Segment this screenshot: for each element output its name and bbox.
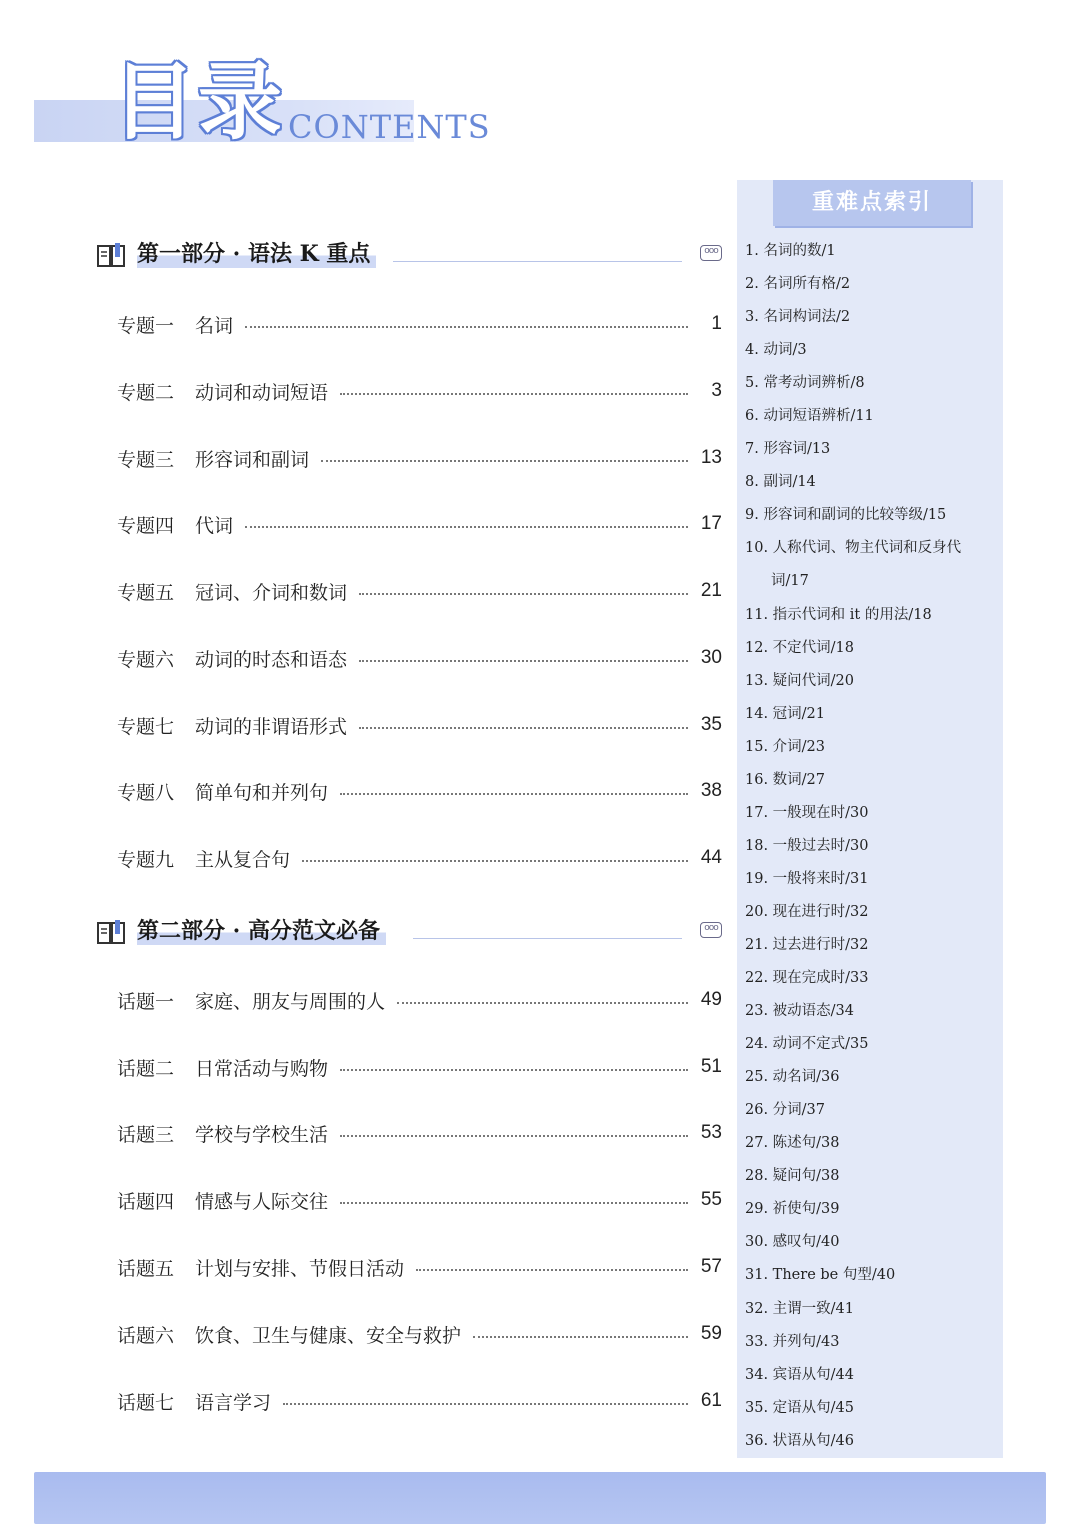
index-item[interactable]: 15. 介词/23 bbox=[745, 738, 826, 755]
part-title: 第一部分 · 语法 K 重点 bbox=[137, 237, 376, 268]
toc-item-number: 话题三 bbox=[117, 1123, 175, 1146]
book-icon bbox=[97, 920, 127, 946]
toc-item-number: 话题一 bbox=[117, 990, 175, 1013]
index-title: 重难点索引 bbox=[773, 180, 971, 226]
index-item[interactable]: 4. 动词/3 bbox=[745, 342, 807, 359]
index-item[interactable]: 8. 副词/14 bbox=[745, 474, 816, 491]
toc-item[interactable] bbox=[117, 776, 722, 806]
toc-item-title: 日常活动与购物 bbox=[195, 1057, 329, 1080]
index-item[interactable]: 23. 被动语态/34 bbox=[745, 1003, 855, 1020]
index-item[interactable]: 34. 宾语从句/44 bbox=[745, 1366, 855, 1383]
toc-item-number: 话题七 bbox=[117, 1391, 175, 1414]
leader-dots bbox=[340, 793, 688, 795]
toc-item[interactable] bbox=[117, 1118, 722, 1148]
toc-item-title: 学校与学校生活 bbox=[195, 1123, 329, 1146]
toc-item[interactable] bbox=[117, 643, 722, 673]
toc-item-title: 冠词、介词和数词 bbox=[195, 581, 348, 604]
toc-item-title: 动词的时态和语态 bbox=[195, 648, 348, 671]
index-item[interactable]: 22. 现在完成时/33 bbox=[745, 970, 869, 987]
index-item[interactable]: 9. 形容词和副词的比较等级/15 bbox=[745, 507, 947, 524]
toc-item-page: 38 bbox=[700, 780, 722, 801]
leader-dots bbox=[321, 460, 688, 462]
toc-item-title: 动词和动词短语 bbox=[195, 381, 329, 404]
toc-item-title: 简单句和并列句 bbox=[195, 781, 329, 804]
index-item-continuation[interactable]: 词/17 bbox=[771, 573, 809, 590]
toc-item-title: 饮食、卫生与健康、安全与救护 bbox=[195, 1324, 462, 1347]
index-item[interactable]: 24. 动词不定式/35 bbox=[745, 1036, 869, 1053]
toc-item-title: 名词 bbox=[195, 314, 234, 337]
toc-item[interactable] bbox=[117, 1052, 722, 1082]
leader-dots bbox=[340, 1069, 688, 1071]
toc-item-title: 情感与人际交往 bbox=[195, 1190, 329, 1213]
index-item[interactable]: 7. 形容词/13 bbox=[745, 441, 831, 458]
part-heading-2 bbox=[97, 914, 722, 954]
toc-item-number: 专题三 bbox=[117, 448, 175, 471]
index-item[interactable]: 14. 冠词/21 bbox=[745, 705, 826, 722]
leader-dots bbox=[473, 1336, 688, 1338]
book-icon bbox=[97, 243, 127, 269]
index-item[interactable]: 25. 动名词/36 bbox=[745, 1069, 840, 1086]
leader-dots bbox=[359, 660, 688, 662]
index-item[interactable]: 10. 人称代词、物主代词和反身代 bbox=[745, 540, 962, 557]
toc-item-number: 专题八 bbox=[117, 781, 175, 804]
toc-item[interactable] bbox=[117, 443, 722, 473]
index-item[interactable]: 33. 并列句/43 bbox=[745, 1333, 840, 1350]
toc-item-title: 动词的非谓语形式 bbox=[195, 715, 348, 738]
toc-item-page: 13 bbox=[700, 447, 722, 468]
leader-dots bbox=[340, 393, 688, 395]
leader-dots bbox=[245, 526, 688, 528]
leader-dots bbox=[340, 1202, 688, 1204]
toc-item-title: 家庭、朋友与周围的人 bbox=[195, 990, 386, 1013]
toc-item-page: 44 bbox=[700, 847, 722, 868]
index-item[interactable]: 26. 分词/37 bbox=[745, 1102, 826, 1119]
toc-item-page: 51 bbox=[700, 1056, 722, 1077]
page-title: 目录 bbox=[112, 52, 285, 151]
leader-dots bbox=[283, 1403, 688, 1405]
toc-item-title: 计划与安排、节假日活动 bbox=[195, 1257, 405, 1280]
toc-item[interactable] bbox=[117, 985, 722, 1015]
index-item[interactable]: 1. 名词的数/1 bbox=[745, 243, 836, 259]
divider bbox=[393, 261, 682, 262]
toc-item-page: 30 bbox=[700, 647, 722, 668]
toc-item-title: 语言学习 bbox=[195, 1391, 272, 1414]
page-subtitle: CONTENTS bbox=[288, 108, 491, 146]
toc-item-number: 专题二 bbox=[117, 381, 175, 404]
index-item[interactable]: 36. 状语从句/46 bbox=[745, 1432, 855, 1449]
menu-icon: ooo bbox=[700, 245, 722, 261]
toc-item[interactable] bbox=[117, 843, 722, 873]
toc-item[interactable] bbox=[117, 1386, 722, 1416]
index-item[interactable]: 21. 过去进行时/32 bbox=[745, 936, 869, 953]
toc-item[interactable] bbox=[117, 309, 722, 339]
index-item[interactable]: 2. 名词所有格/2 bbox=[745, 276, 851, 293]
toc-item-page: 61 bbox=[700, 1390, 722, 1411]
index-item[interactable]: 20. 现在进行时/32 bbox=[745, 903, 869, 920]
toc-item-title: 主从复合句 bbox=[195, 848, 291, 871]
toc-item[interactable] bbox=[117, 1252, 722, 1282]
index-item[interactable]: 3. 名词构词法/2 bbox=[745, 309, 851, 326]
leader-dots bbox=[416, 1269, 688, 1271]
toc-item-number: 话题二 bbox=[117, 1057, 175, 1080]
leader-dots bbox=[302, 860, 688, 862]
toc-item-page: 53 bbox=[700, 1122, 722, 1143]
toc-item[interactable] bbox=[117, 710, 722, 740]
toc-item-title: 代词 bbox=[195, 514, 234, 537]
index-item[interactable]: 35. 定语从句/45 bbox=[745, 1399, 855, 1416]
toc-item-number: 专题六 bbox=[117, 648, 175, 671]
index-item[interactable]: 30. 感叹句/40 bbox=[745, 1234, 840, 1251]
toc-item-number: 专题四 bbox=[117, 514, 175, 537]
divider bbox=[413, 938, 682, 939]
toc-item-page: 55 bbox=[700, 1189, 722, 1210]
footer-band bbox=[34, 1472, 1046, 1524]
toc-item-title: 形容词和副词 bbox=[195, 448, 310, 471]
toc-item-page: 57 bbox=[700, 1256, 722, 1277]
index-item[interactable]: 32. 主谓一致/41 bbox=[745, 1300, 855, 1317]
toc-item-page: 35 bbox=[700, 714, 722, 735]
toc-item[interactable] bbox=[117, 509, 722, 539]
leader-dots bbox=[359, 593, 688, 595]
menu-icon: ooo bbox=[700, 922, 722, 938]
leader-dots bbox=[340, 1135, 688, 1137]
toc-item-number: 话题六 bbox=[117, 1324, 175, 1347]
part-title: 第二部分 · 高分范文必备 bbox=[137, 914, 386, 945]
toc-item-page: 1 bbox=[711, 313, 722, 334]
toc-item[interactable] bbox=[117, 376, 722, 406]
index-item[interactable]: 17. 一般现在时/30 bbox=[745, 804, 869, 821]
leader-dots bbox=[359, 727, 688, 729]
toc-item[interactable] bbox=[117, 1319, 722, 1349]
toc-item-number: 专题七 bbox=[117, 715, 175, 738]
toc-item-number: 专题一 bbox=[117, 314, 175, 337]
toc-item-page: 17 bbox=[700, 513, 722, 534]
toc-item-page: 59 bbox=[700, 1323, 722, 1344]
index-item[interactable]: 31. There be 句型/40 bbox=[745, 1267, 896, 1284]
index-item[interactable]: 5. 常考动词辨析/8 bbox=[745, 375, 865, 392]
toc-item-number: 话题四 bbox=[117, 1190, 175, 1213]
index-item[interactable]: 29. 祈使句/39 bbox=[745, 1201, 840, 1218]
index-item[interactable]: 18. 一般过去时/30 bbox=[745, 837, 869, 854]
index-item[interactable]: 19. 一般将来时/31 bbox=[745, 870, 869, 887]
index-item[interactable]: 13. 疑问代词/20 bbox=[745, 672, 855, 689]
toc-item-number: 专题五 bbox=[117, 581, 175, 604]
index-item[interactable]: 28. 疑问句/38 bbox=[745, 1168, 840, 1185]
leader-dots bbox=[245, 326, 688, 328]
toc-item[interactable] bbox=[117, 576, 722, 606]
toc-item-page: 49 bbox=[700, 989, 722, 1010]
index-list bbox=[745, 235, 1000, 1458]
toc-item-page: 21 bbox=[700, 580, 722, 601]
leader-dots bbox=[397, 1002, 688, 1004]
toc-item-number: 话题五 bbox=[117, 1257, 175, 1280]
index-item[interactable]: 27. 陈述句/38 bbox=[745, 1135, 840, 1152]
index-item[interactable]: 6. 动词短语辨析/11 bbox=[745, 408, 874, 425]
index-item[interactable]: 11. 指示代词和 it 的用法/18 bbox=[745, 606, 932, 623]
toc-item-page: 3 bbox=[711, 380, 722, 401]
part-heading-1 bbox=[97, 237, 722, 277]
index-item[interactable]: 16. 数词/27 bbox=[745, 771, 826, 788]
toc-item-number: 专题九 bbox=[117, 848, 175, 871]
index-item[interactable]: 12. 不定代词/18 bbox=[745, 639, 855, 656]
toc-item[interactable] bbox=[117, 1185, 722, 1215]
